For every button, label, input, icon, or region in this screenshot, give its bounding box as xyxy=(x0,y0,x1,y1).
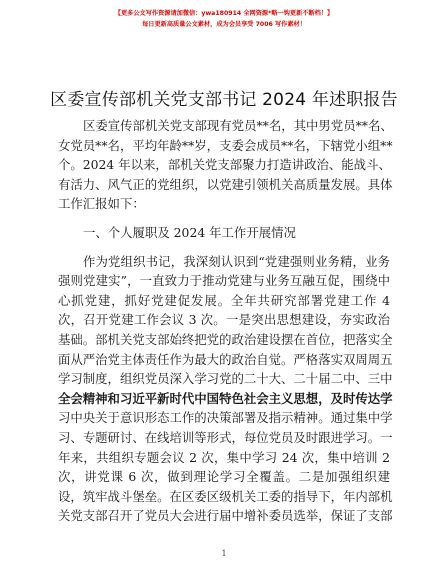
page-number: 1 xyxy=(221,549,227,558)
document-body xyxy=(58,116,393,526)
paragraph-line: 有活力、风气正的党组织，以党建引领机关高质量发展。具体 xyxy=(58,176,393,192)
paragraph-line: 关党支部召开了党员大会进行届中增补委员选举，保证了支部 xyxy=(58,508,393,524)
promo-header-line1: 【更多公文写作资源请加微信：ywa180914 全网资源*略一钩更新不断档！】 xyxy=(114,10,334,17)
paragraph-line: 面从严治党主体责任作为最大的政治自觉。严格落实双周周五 xyxy=(58,351,393,367)
paragraph-line: 基础。部机关党支部始终把党的政治建设摆在首位，把落实全 xyxy=(58,331,393,347)
paragraph-line: 女党员**名，平均年龄**岁，支委会成员**名，下辖党小组** xyxy=(58,137,393,153)
paragraph-line: 设，筑牢战斗堡垒。在区委区级机关工委的指导下，年内部机 xyxy=(58,488,393,504)
paragraph-line: 个。2024 年以来，部机关党支部聚力打造讲政治、能战斗、 xyxy=(58,157,391,173)
paragraph-line: 次，召开党建工作会议 3 次。一是突出思想建设，夯实政治 xyxy=(58,312,390,328)
paragraph-line: 习中央关于意识形态工作的决策部署及指示精神。通过集中学 xyxy=(58,410,393,426)
paragraph-line: 作为党组织书记，我深刻认识到“党建强则业务精，业务 xyxy=(83,253,390,269)
paragraph-line: 习、专题研讨、在线培训等形式，每位党员及时跟进学习。一 xyxy=(58,429,393,445)
paragraph-line: 全会精神和习近平新时代中国特色社会主义思想，及时传达学 xyxy=(58,390,393,406)
paragraph-line: 工作汇报如下： xyxy=(58,196,145,212)
promo-header xyxy=(0,8,448,30)
paragraph-line: 区委宣传部机关党支部现有党员**名，其中男党员**名、 xyxy=(83,118,393,133)
paragraph-line: 学习制度，组织党员深入学习党的二十大、二十届二中、三中 xyxy=(58,371,393,387)
paragraph-line: 年来，共组织专题会议 2 次，集中学习 24 次，集中培训 2 xyxy=(58,449,390,465)
document-title: 区委宣传部机关党支部书记 2024 年述职报告 xyxy=(50,90,398,110)
promo-header-line2: 每日更新高质量公文素材，成为会员享受 7006 写作素材！ xyxy=(142,21,306,28)
paragraph-line: 次，讲党课 6 次，做到理论学习全覆盖。二是加强组织建 xyxy=(58,469,390,485)
paragraph-line: 强则党建实”，一直致力于推动党建与业务互融互促，围绕中 xyxy=(58,273,390,289)
paragraph-line: 心抓党建，抓好党建促发展。全年共研究部署党建工作 4 xyxy=(58,292,390,308)
section-heading: 一、个人履职及 2024 年工作开展情况 xyxy=(83,224,296,240)
